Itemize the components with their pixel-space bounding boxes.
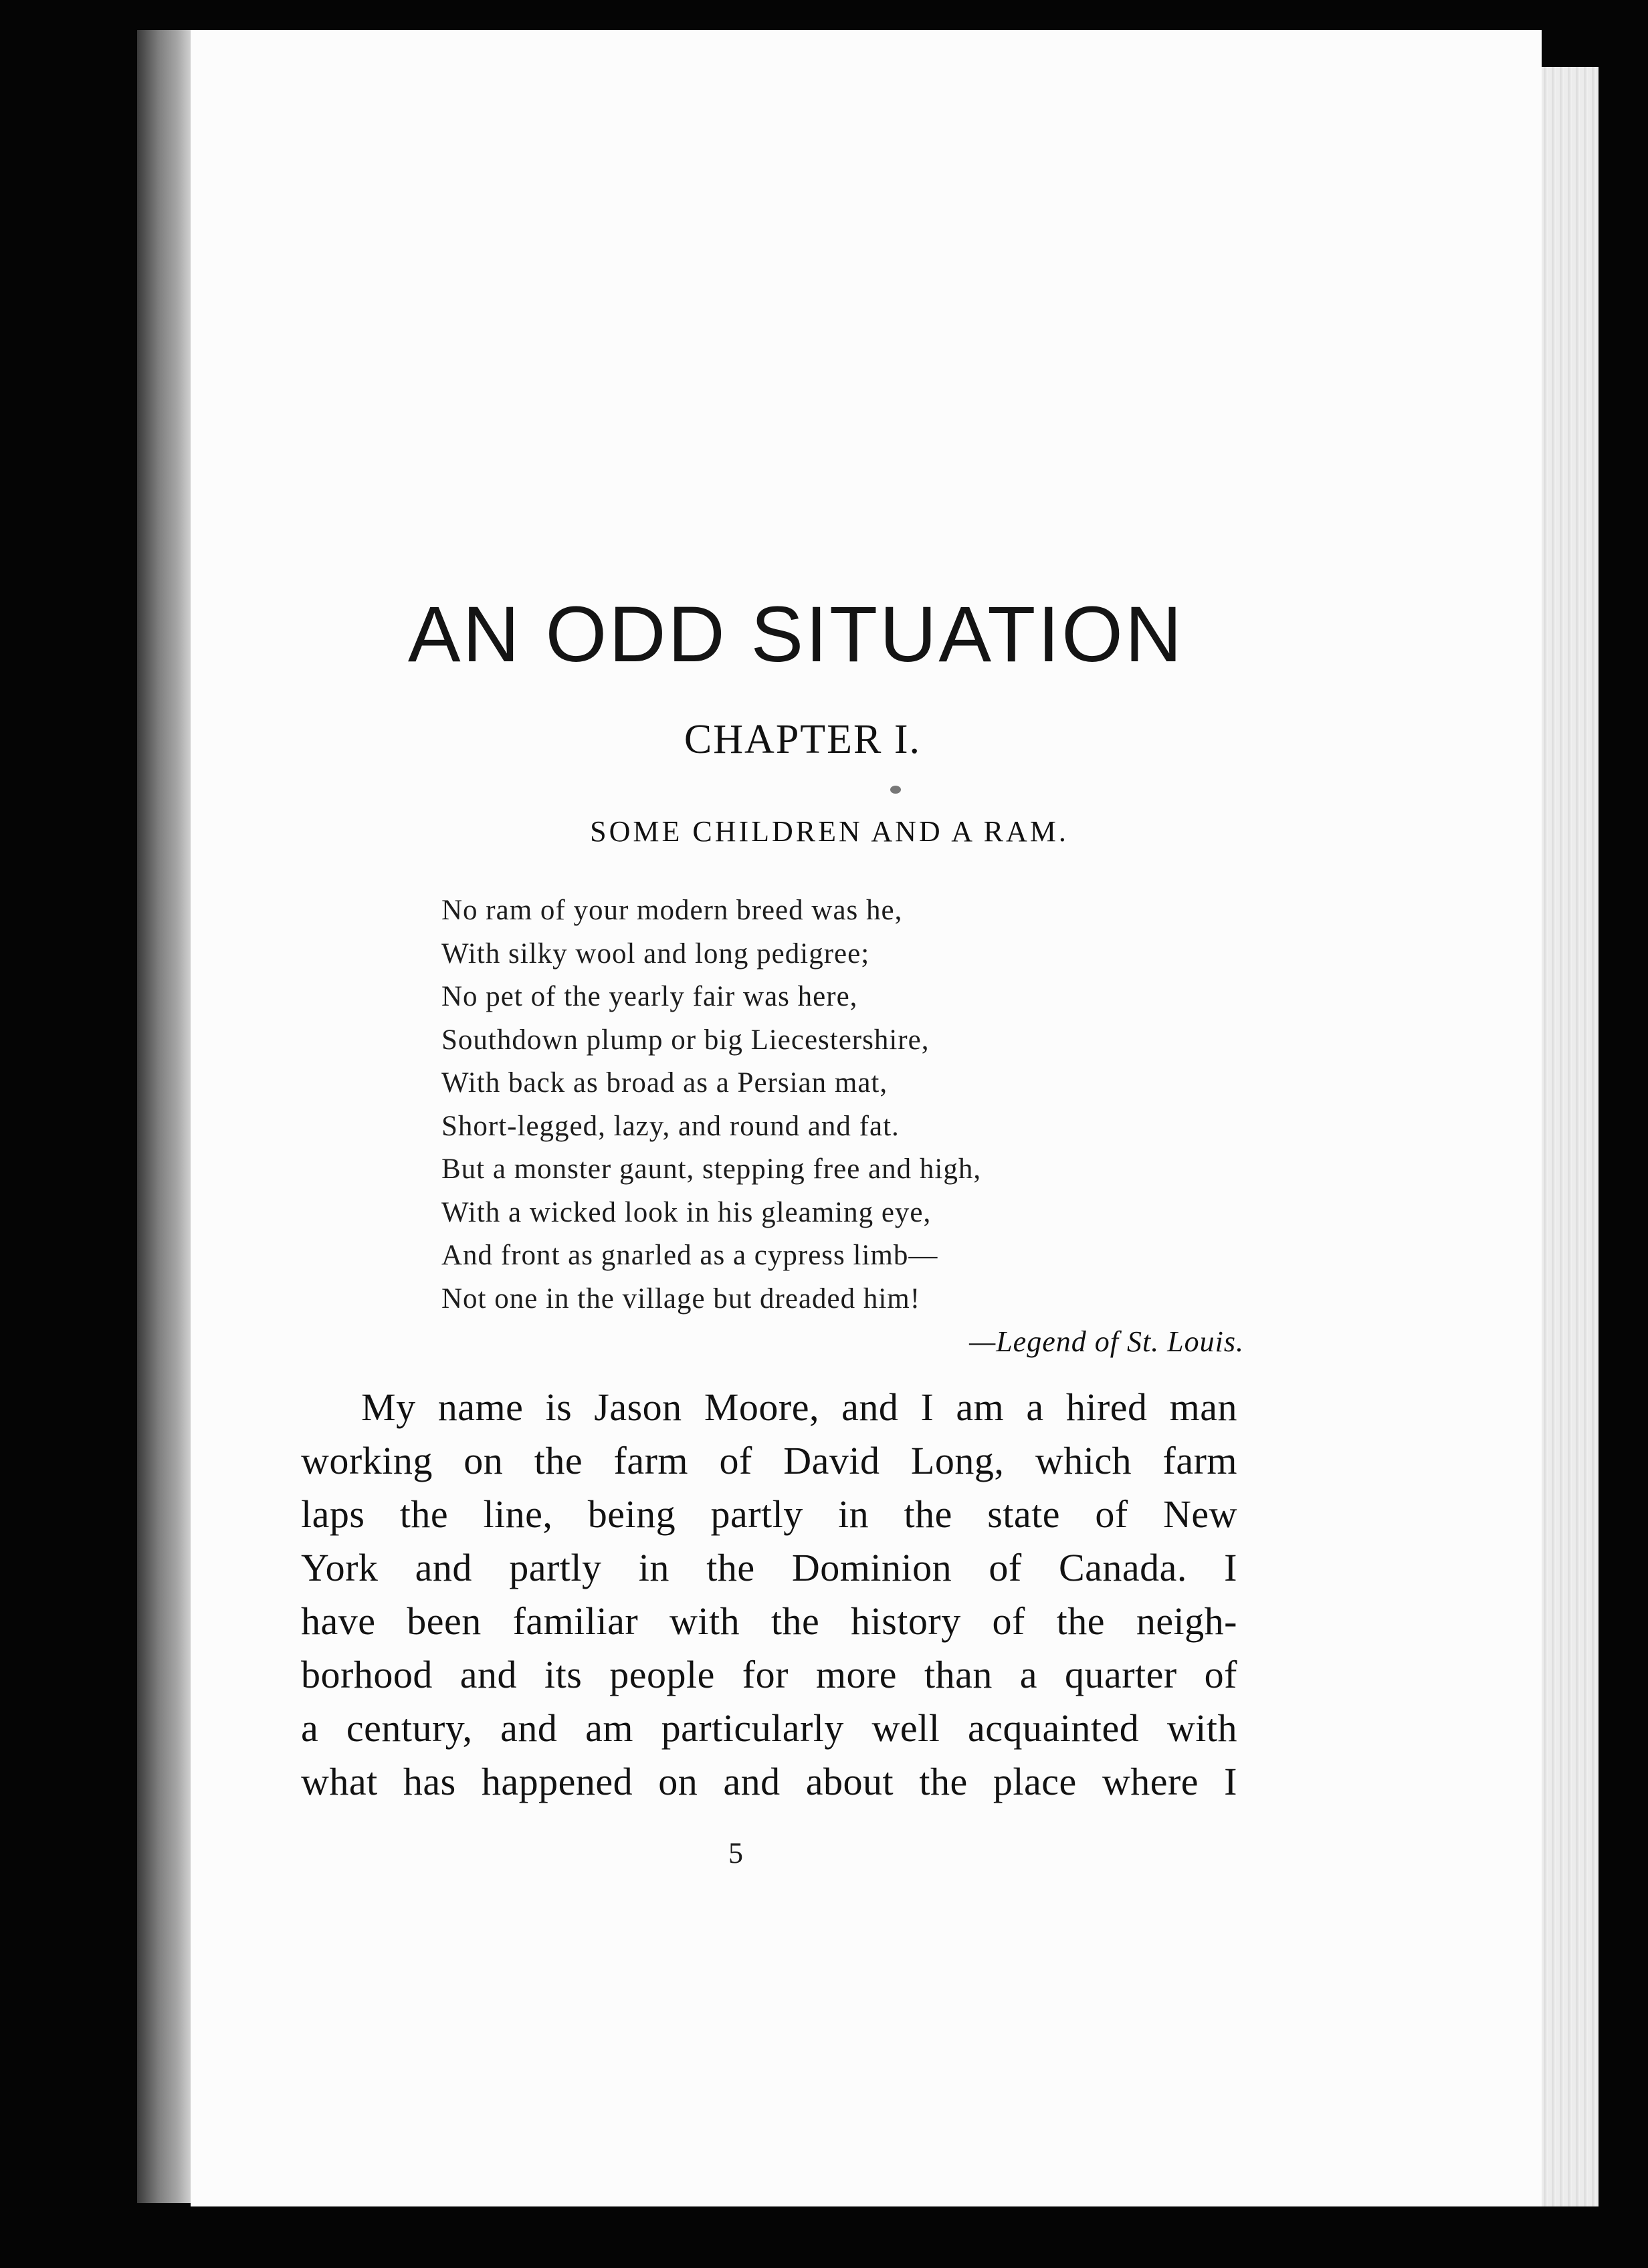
body-line: what has happened on and about the place where I bbox=[301, 1760, 1237, 1803]
chapter-heading: CHAPTER I. bbox=[684, 717, 922, 762]
poem-line: And front as gnarled as a cypress limb— bbox=[441, 1240, 938, 1271]
poem-line: No ram of your modern breed was he, bbox=[441, 895, 903, 926]
page-spine-edge bbox=[137, 30, 191, 2203]
chapter-subtitle: SOME CHILDREN AND A RAM. bbox=[590, 815, 1069, 848]
epigraph-poem bbox=[441, 889, 1110, 1321]
body-paragraph bbox=[301, 1381, 1237, 1809]
body-line: laps the line, being partly in the state of New bbox=[301, 1492, 1237, 1536]
body-line: working on the farm of David Long, which farm bbox=[301, 1439, 1237, 1482]
poem-line: With a wicked look in his gleaming eye, bbox=[441, 1196, 932, 1228]
poem-line: With silky wool and long pedigree; bbox=[441, 937, 870, 970]
poem-line: Short-legged, lazy, and round and fat. bbox=[441, 1110, 900, 1142]
body-line: My name is Jason Moore, and I am a hired man bbox=[361, 1385, 1237, 1429]
body-line: a century, and am particularly well acquainted with bbox=[301, 1706, 1237, 1750]
page-number: 5 bbox=[728, 1837, 743, 1869]
poem-line: With back as broad as a Persian mat, bbox=[441, 1067, 888, 1099]
epigraph-attribution: —Legend of St. Louis. bbox=[969, 1325, 1244, 1358]
body-line: borhood and its people for more than a quarter of bbox=[301, 1653, 1237, 1696]
body-line: have been familiar with the history of the neigh- bbox=[301, 1599, 1237, 1643]
body-line: York and partly in the Dominion of Canada. I bbox=[301, 1546, 1237, 1589]
poem-line: No pet of the yearly fair was here, bbox=[441, 981, 858, 1012]
poem-line: But a monster gaunt, stepping free and high, bbox=[441, 1153, 982, 1185]
book-title: AN ODD SITUATION bbox=[407, 590, 1184, 679]
page-fore-edge bbox=[1532, 67, 1599, 2206]
ornament-dot bbox=[890, 786, 901, 794]
poem-line: Southdown plump or big Liecestershire, bbox=[441, 1024, 930, 1056]
poem-line: Not one in the village but dreaded him! bbox=[441, 1282, 921, 1315]
